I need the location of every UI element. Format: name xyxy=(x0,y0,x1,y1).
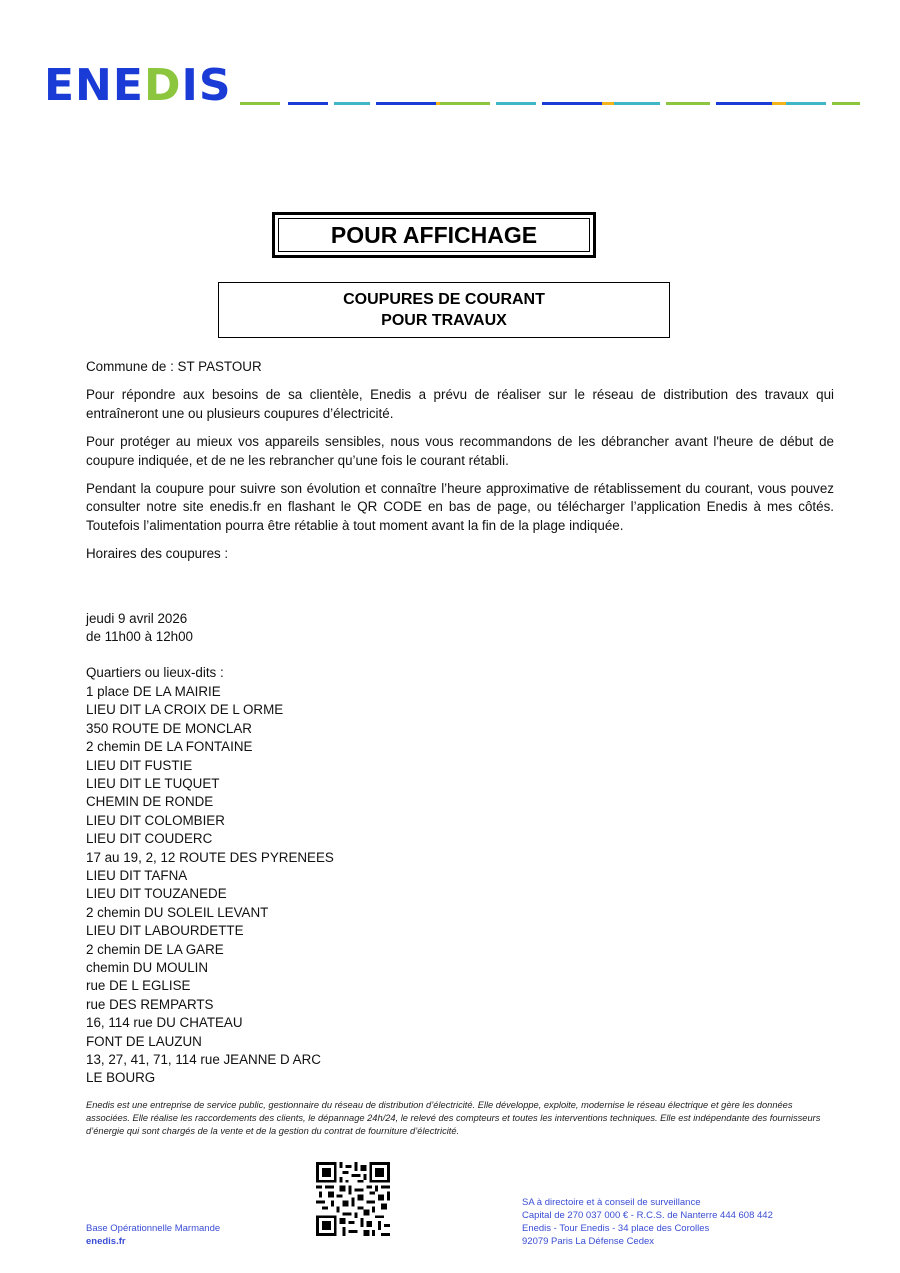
enedis-logo xyxy=(44,62,236,110)
list-item: rue DE L EGLISE xyxy=(86,978,191,994)
pour-affichage-badge xyxy=(272,212,596,258)
logo-wordmark: ENEDIS xyxy=(44,60,232,111)
paragraph-2: Pour protéger au mieux vos appareils sensibles, nous vous recommandons de les débrancher avant l'heure de début de coupure indiquée, et de ne les rebrancher qu’une fois le courant rétabli. xyxy=(86,434,834,468)
list-item: LE BOURG xyxy=(86,1070,156,1086)
legal-notice: Enedis est une entreprise de service public, gestionnaire du réseau de distribution d’électricité. Elle développe, exploite, modernise le réseau électrique et gère les données associées. Elle réalise les raccordements des clients, le dépannage 24h/24, le relevé des compteurs et toutes les interventions techniques. Elle est indépendante des fournisseurs d’énergie qui sont chargés de la vente et de la gestion du contrat de fourniture d’électricité. xyxy=(86,1100,821,1136)
list-item: LIEU DIT LABOURDETTE xyxy=(86,923,244,939)
list-item: 2 chemin DE LA GARE xyxy=(86,941,224,957)
list-item: LIEU DIT COLOMBIER xyxy=(86,812,225,828)
company-capital: Capital de 270 037 000 € - R.C.S. de Nanterre 444 608 442 xyxy=(522,1210,773,1221)
list-item: FONT DE LAUZUN xyxy=(86,1033,202,1049)
base-operationnelle: Base Opérationnelle Marmande xyxy=(86,1223,221,1234)
commune: Commune de : ST PASTOUR xyxy=(86,359,262,374)
list-item: 13, 27, 41, 71, 114 rue JEANNE D ARC xyxy=(86,1052,321,1067)
footer-left xyxy=(86,1222,220,1248)
company-form: SA à directoire et à conseil de surveillance xyxy=(522,1197,701,1208)
list-item: 17 au 19, 2, 12 ROUTE DES PYRENEES xyxy=(86,849,334,865)
list-item: 2 chemin DU SOLEIL LEVANT xyxy=(86,904,269,920)
list-item: LIEU DIT COUDERC xyxy=(86,831,213,847)
places-heading: Quartiers ou lieux-dits : xyxy=(86,665,224,681)
website-link[interactable]: enedis.fr xyxy=(86,1236,126,1247)
list-item: CHEMIN DE RONDE xyxy=(86,794,214,810)
notice-title-line1: COUPURES DE COURANT xyxy=(343,291,545,308)
schedule-heading: Horaires des coupures : xyxy=(86,546,229,562)
list-item: LIEU DIT LE TUQUET xyxy=(86,775,220,791)
list-item: rue DES REMPARTS xyxy=(86,996,214,1012)
paragraph-1: Pour répondre aux besoins de sa clientèle, Enedis a prévu de réaliser sur le réseau de distribution des travaux qui entraîneront une ou plusieurs coupures d’électricité. xyxy=(86,387,834,421)
header-rule xyxy=(240,102,896,105)
badge-label: POUR AFFICHAGE xyxy=(278,218,590,252)
list-item: LIEU DIT TAFNA xyxy=(86,867,188,883)
list-item: 350 ROUTE DE MONCLAR xyxy=(86,720,252,736)
outage-date: jeudi 9 avril 2026 xyxy=(86,610,188,626)
notice-title-box xyxy=(218,282,670,338)
qr-code[interactable] xyxy=(316,1162,390,1236)
list-item: chemin DU MOULIN xyxy=(86,959,209,975)
outage-time: de 11h00 à 12h00 xyxy=(86,629,193,645)
paragraph-3: Pendant la coupure pour suivre son évolution et connaître l’heure approximative de rétablissement du courant, vous pouvez consulter notre site enedis.fr en flashant le QR CODE en bas de page, ou télécharger l’application Enedis à mes côtés. Toutefois l’alimentation pourra être rétablie à tout moment avant la fin de la plage indiquée. xyxy=(86,481,834,533)
places-list xyxy=(86,664,834,1087)
company-address-2: 92079 Paris La Défense Cedex xyxy=(522,1236,655,1247)
footer-right xyxy=(522,1196,773,1248)
company-address-1: Enedis - Tour Enedis - 34 place des Corolles xyxy=(522,1223,710,1234)
list-item: 2 chemin DE LA FONTAINE xyxy=(86,739,253,755)
list-item: 1 place DE LA MAIRIE xyxy=(86,683,221,699)
list-item: LIEU DIT TOUZANEDE xyxy=(86,886,227,902)
list-item: LIEU DIT LA CROIX DE L ORME xyxy=(86,702,284,718)
list-item: LIEU DIT FUSTIE xyxy=(86,757,193,773)
notice-body xyxy=(86,358,834,1088)
list-item: 16, 114 rue DU CHATEAU xyxy=(86,1015,243,1031)
notice-title-line2: POUR TRAVAUX xyxy=(381,312,507,329)
